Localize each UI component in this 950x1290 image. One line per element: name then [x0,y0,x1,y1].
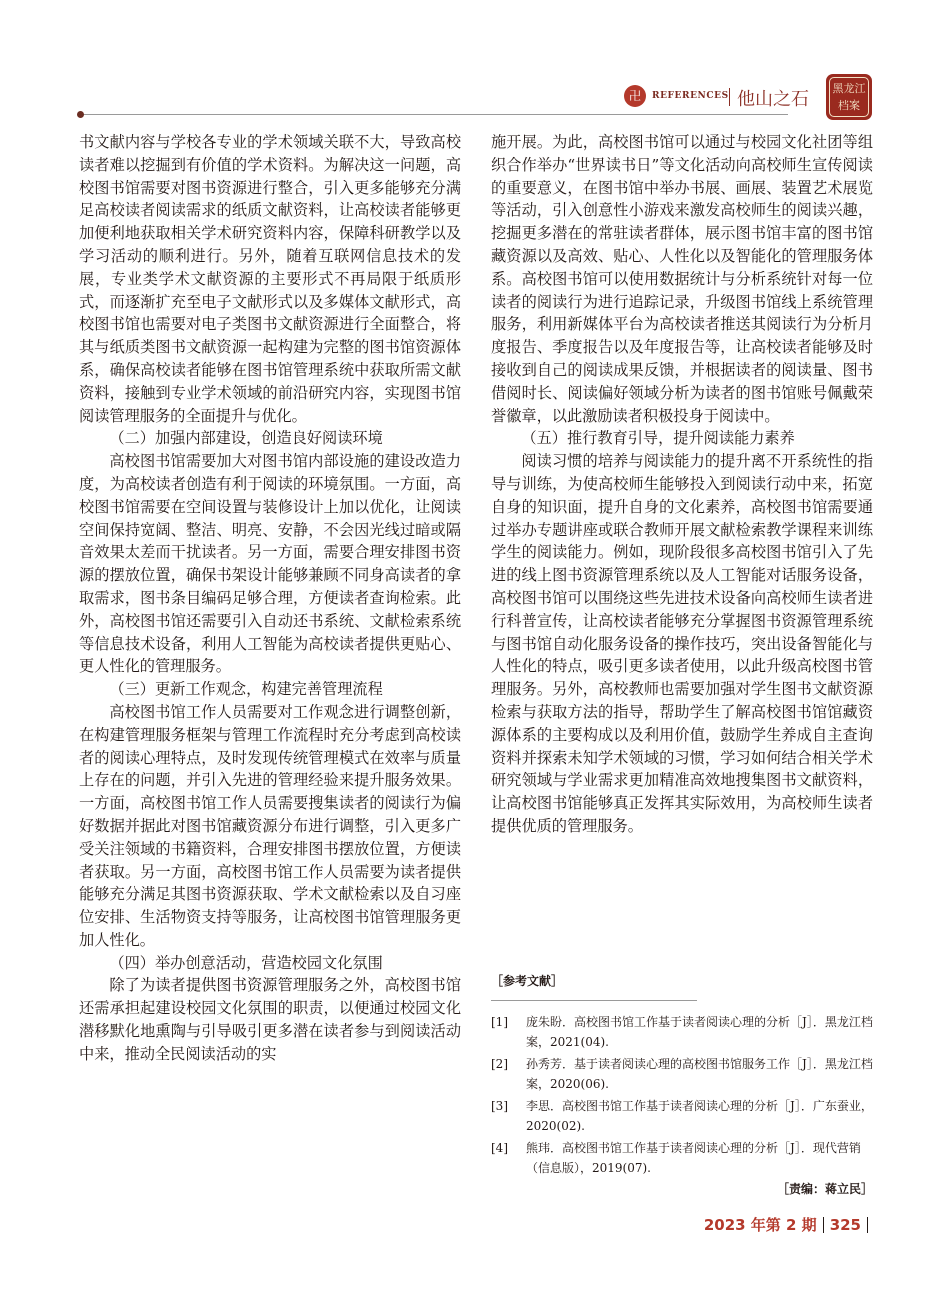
reference-item [491,1097,873,1136]
column-name: 他山之石 [737,89,809,110]
references-section [491,972,873,1181]
left-column [79,131,461,1066]
issue-label: 2023 年第 2 期 [703,1216,817,1234]
reference-text: 庞朱盼．高校图书馆工作基于读者阅读心理的分析［J］．黑龙江档案，2021(04). [526,1015,873,1049]
right-column [491,131,873,838]
header-rule [80,114,788,115]
reference-text: 李思．高校图书馆工作基于读者阅读心理的分析［J］．广东蚕业，2020(02). [526,1099,873,1133]
reference-item [491,1139,873,1178]
page-number: 325 [829,1215,861,1234]
reference-text: 孙秀芳．基于读者阅读心理的高校图书馆服务工作［J］．黑龙江档案，2020(06). [526,1057,873,1091]
references-list [491,1013,873,1178]
header-rule-dot [77,111,84,118]
section-heading: （四）举办创意活动，营造校园文化氛围 [109,953,383,972]
reference-number: [3] [491,1099,508,1113]
references-label: REFERENCES [652,91,729,101]
journal-logo-text: 黑龙江档案 [829,77,869,117]
references-rule [491,1000,697,1001]
journal-emblem-icon: 卍 [624,85,646,107]
footer-separator [823,1217,824,1233]
paragraph: 高校图书馆工作人员需要对工作观念进行调整创新，在构建管理服务框架与管理工作流程时充分考虑到高校读者的阅读心理特点，及时发现传统管理模式在效率与质量上存在的问题，并引入先进的管理经验来提升服务效果。一方面，高校图书馆工作人员需要搜集读者的阅读行为偏好数据并据此对图书馆藏资源分布进行调整，引入更多广受关注领域的书籍资料，合理安排图书摆放位置，方便读者获取。另一方面，高校图书馆工作人员需要为读者提供能够充分满足其图书资源获取、学术文献检索以及自习座位安排、生活物资支持等服务，让高校图书馆管理服务更加人性化。 [79,702,461,949]
paragraph: 高校图书馆需要加大对图书馆内部设施的建设改造力度，为高校读者创造有利于阅读的环境氛围。一方面，高校图书馆需要在空间设置与装修设计上加以优化，让阅读空间保持宽阔、整洁、明亮、安静，不会因光线过暗或隔音效果太差而干扰读者。另一方面，需要合理安排图书资源的摆放位置，确保书架设计能够兼顾不同身高读者的拿取需求，图书条目编码足够合理，方便读者查询检索。此外，高校图书馆还需要引入自动还书系统、文献检索系统等信息技术设备，利用人工智能为高校读者提供更贴心、更人性化的管理服务。 [79,452,461,676]
reference-number: [4] [491,1141,508,1155]
footer-end-bar [867,1217,868,1233]
journal-logo [826,74,872,120]
paragraph: 书文献内容与学校各专业的学术领域关联不大，导致高校读者难以挖掘到有价值的学术资料。为解决这一问题，高校图书馆需要对图书资源进行整合，引入更多能够充分满足高校读者阅读需求的纸质文献资料，让高校读者能够更加便利地获取相关学术研究资料内容，保障科研教学以及学习活动的顺利进行。另外，随着互联网信息技术的发展，专业类学术文献资源的主要形式不再局限于纸质形式，而逐渐扩充至电子文献形式以及多媒体文献形式，高校图书馆也需要对电子类图书文献资源进行全面整合，将其与纸质类图书文献资源一起构建为完整的图书馆资源体系，确保高校读者能够在图书馆管理系统中获取所需文献资料，接触到专业学术领域的前沿研究内容，实现图书馆阅读管理服务的全面提升与优化。 [79,133,461,425]
reference-number: [1] [491,1015,508,1029]
paragraph: 阅读习惯的培养与阅读能力的提升离不开系统性的指导与训练，为使高校师生能够投入到阅读行动中来，拓宽自身的知识面，提升自身的文化素养，高校图书馆需要通过举办专题讲座或联合教师开展文献检索教学课程来训练学生的阅读能力。例如，现阶段很多高校图书馆引入了先进的线上图书资源管理系统以及人工智能对话服务设备，高校图书馆可以围绕这些先进技术设备向高校师生读者进行科普宣传，让高校读者能够充分掌握图书资源管理系统与图书馆自动化服务设备的操作技巧，突出设备智能化与人性化的特点，吸引更多读者使用，以此升级高校图书管理服务。另外，高校教师也需要加强对学生图书文献资源检索与获取方法的指导，帮助学生了解高校图书馆馆藏资源体系的主要构成以及利用价值，鼓励学生养成自主查询资料并探索未知学术领域的习惯，学习如何结合相关学术研究领域与学业需求更加精准高效地搜集图书文献资料，让高校图书馆能够真正发挥其实际效用，为高校师生读者提供优质的管理服务。 [491,452,873,835]
reference-item [491,1055,873,1094]
paragraph: 施开展。为此，高校图书馆可以通过与校园文化社团等组织合作举办“世界读书日”等文化活动向高校师生宣传阅读的重要意义，在图书馆中举办书展、画展、装置艺术展览等活动，引入创意性小游戏来激发高校师生的阅读兴趣，挖掘更多潜在的常驻读者群体，展示图书馆丰富的图书馆藏资源以及高效、贴心、人性化以及智能化的管理服务体系。高校图书馆可以使用数据统计与分析系统针对每一位读者的阅读行为进行追踪记录，升级图书馆线上系统管理服务，利用新媒体平台为高校读者推送其阅读行为分析月度报告、季度报告以及年度报告等，让高校读者能够及时接收到自己的阅读成果反馈，并根据读者的阅读量、图书借阅时长、阅读偏好领域分析为读者的图书馆账号佩戴荣誉徽章，以此激励读者积极投身于阅读中。 [491,133,873,425]
editor-credit: ［责编：蒋立民］ [776,1182,873,1196]
references-title: ［参考文献］ [491,974,564,988]
paragraph: 除了为读者提供图书资源管理服务之外，高校图书馆还需承担起建设校园文化氛围的职责，以便通过校园文化潜移默化地熏陶与引导吸引更多潜在读者参与到阅读活动中来，推动全民阅读活动的实 [79,976,461,1063]
section-heading: （二）加强内部建设，创造良好阅读环境 [109,429,383,448]
page-footer [688,1214,874,1235]
reference-item [491,1013,873,1052]
section-heading: （五）推行教育引导，提升阅读能力素养 [521,429,795,448]
section-heading: （三）更新工作观念，构建完善管理流程 [109,680,383,699]
reference-text: 熊玮．高校图书馆工作基于读者阅读心理的分析［J］．现代营销（信息版），2019(07). [526,1141,861,1175]
reference-number: [2] [491,1057,508,1071]
header-separator [729,88,730,106]
